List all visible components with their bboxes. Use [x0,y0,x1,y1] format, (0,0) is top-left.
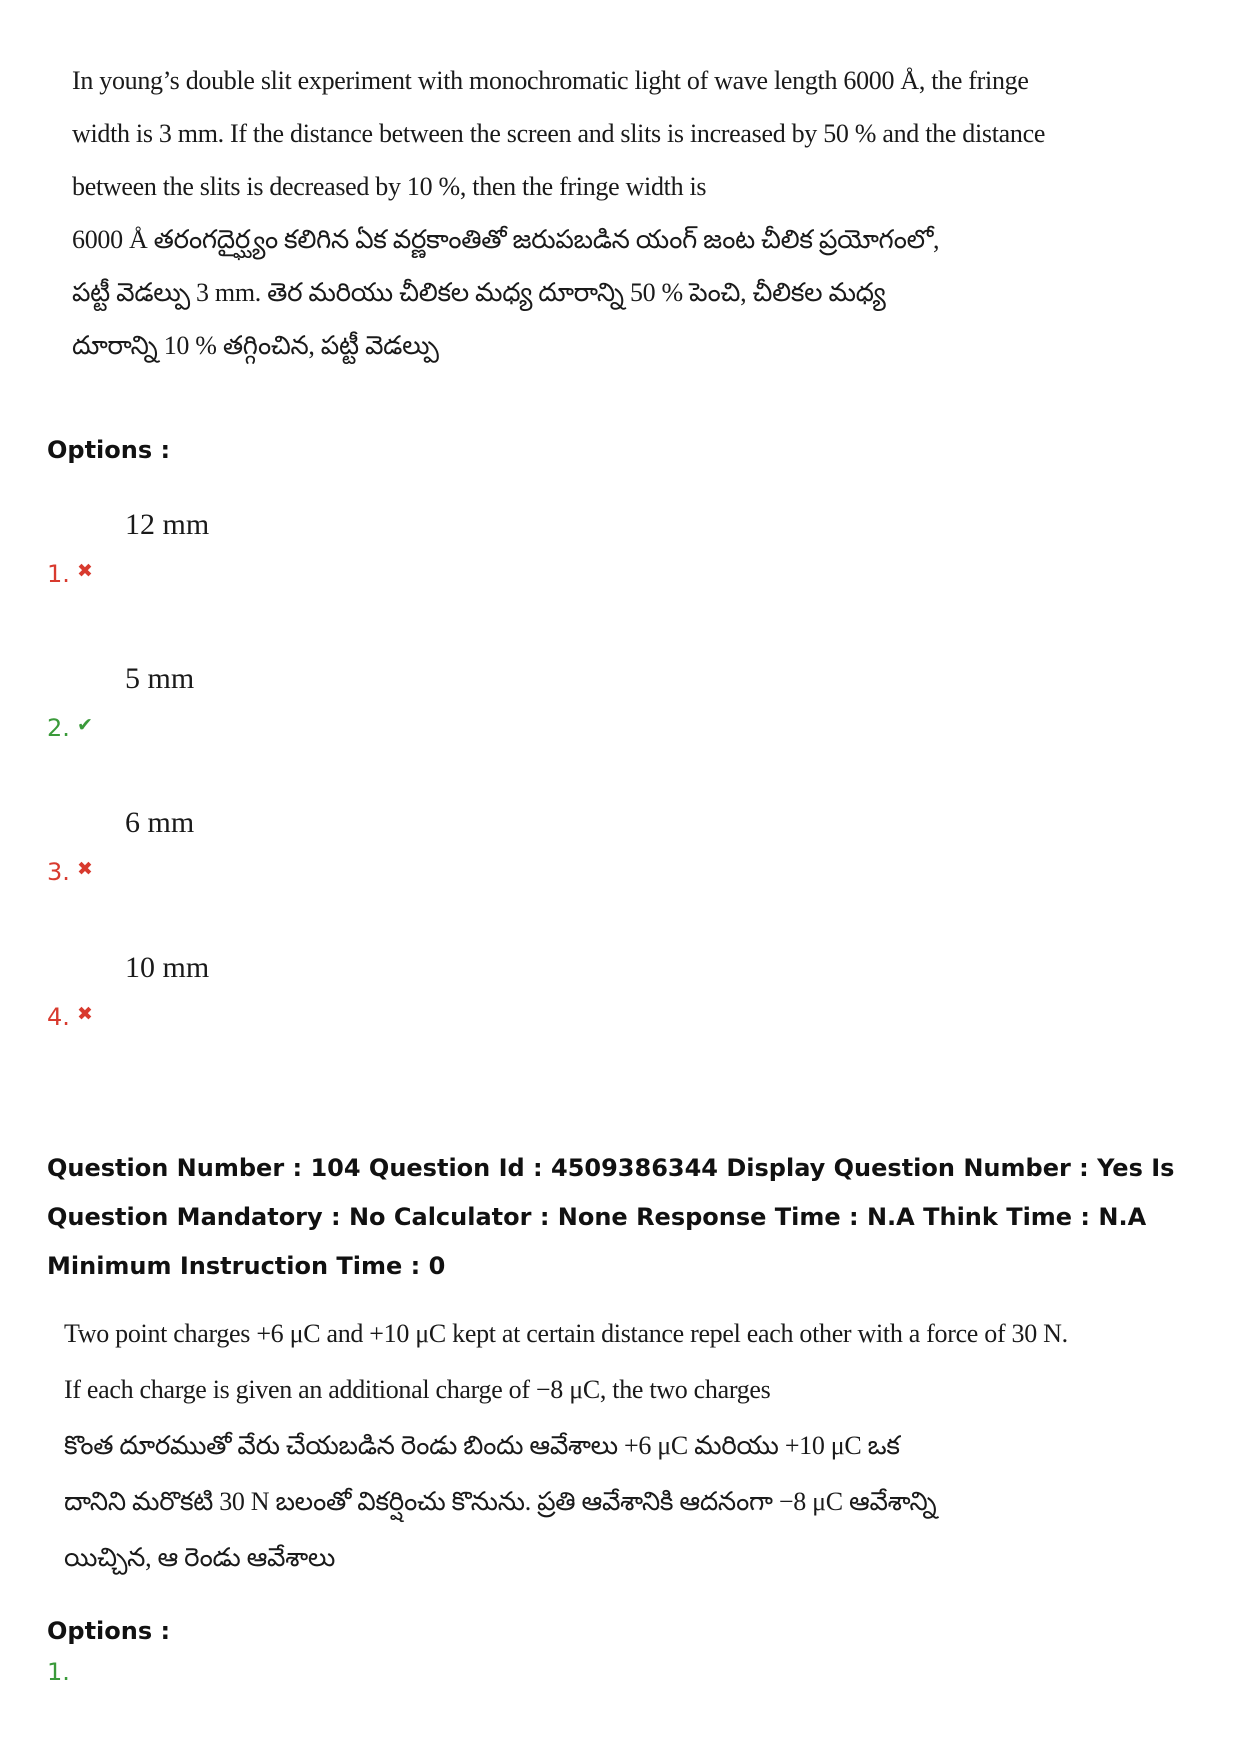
option-4 [47,951,1047,1031]
question-metadata: Question Number : 104 Question Id : 4509386344 Display Question Number : Yes Is Question Mandatory : No Calculator : None Response Time : N.A Think Time : N.A Minimum Instruction Time : 0 [47,1154,1175,1280]
option-3 [47,806,1047,886]
option-number: 2. [47,714,70,742]
question-line-telugu: దానిని మరొకటి 30 N బలంతో వికర్షించు కొనును. ప్రతి ఆవేశానికి ఆదనంగా −8 μC ఆవేశాన్ని [64,1487,937,1516]
option-text: 5 mm [125,662,195,695]
option-number: 3. [47,858,70,886]
question-line-telugu: కొంత దూరముతో వేరు చేయబడిన రెండు బిందు ఆవేశాలు +6 μC మరియు +10 μC ఒక [64,1431,900,1460]
question-line: In young’s double slit experiment with monochromatic light of wave length 6000 Å, the fringe [72,66,1029,95]
option-1 [47,508,1047,588]
options-heading: Options : [47,1617,171,1645]
option-1 [47,1610,1047,1686]
option-number: 4. [47,1003,70,1031]
question-text [72,54,1045,372]
question-text [64,1306,1068,1586]
question-line-telugu: దూరాన్ని 10 % తగ్గించిన, పట్టీ వెడల్పు [72,331,439,360]
question-line: width is 3 mm. If the distance between the screen and slits is increased by 50 % and the distance [72,119,1046,148]
cross-icon: ✖ [77,858,93,880]
option-text: 10 mm [125,951,210,984]
question-line: If each charge is given an additional charge of −8 μC, the two charges [64,1375,771,1404]
question-line: Two point charges +6 μC and +10 μC kept at certain distance repel each other with a force of 30 N. [64,1319,1068,1348]
option-text: 6 mm [125,806,195,839]
option-text: 12 mm [125,508,210,541]
question-line: between the slits is decreased by 10 %, then the fringe width is [72,172,707,201]
option-number: 1. [47,1658,70,1686]
options-heading: Options : [47,436,171,464]
cross-icon: ✖ [77,560,93,582]
option-2 [47,662,1047,742]
question-line-telugu: యిచ్చిన, ఆ రెండు ఆవేశాలు [64,1543,336,1572]
check-icon: ✔ [77,714,93,736]
option-number: 1. [47,560,70,588]
question-line-telugu: పట్టీ వెడల్పు 3 mm. తెర మరియు చీలికల మధ్య దూరాన్ని 50 % పెంచి, చీలికల మధ్య [72,278,886,307]
cross-icon: ✖ [77,1003,93,1025]
question-line-telugu: 6000 Å తరంగదైర్ఘ్యం కలిగిన ఏక వర్ణకాంతితో జరుపబడిన యంగ్ జంట చీలిక ప్రయోగంలో, [72,225,940,254]
